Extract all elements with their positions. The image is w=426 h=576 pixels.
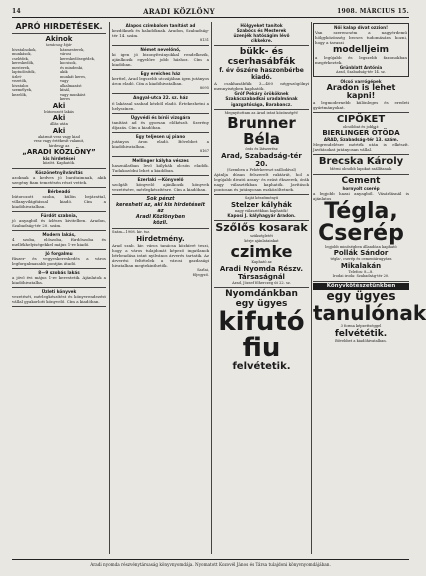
hat-name: Grünblatt Antónia [339, 65, 383, 71]
ad-text: azoknak a kedves jó barátaimnak, akik szegény fiam temetésén részt vettek. [12, 174, 106, 185]
ad-title: Alapos czimbalom tanítást ad [125, 23, 196, 28]
ad-text: tanítást ad és gyorsan előkészít. Szerény díjazás. Cím a kiadóban. [112, 119, 209, 130]
akinok-heading: Akinok [45, 35, 73, 43]
brick-place: Mikalakán [340, 261, 382, 270]
ad-title: 8—9 szobás lakás [38, 270, 80, 276]
ad-title: Mellinger kályha vészes [132, 157, 189, 163]
ad-text: jó anyagból és ízléses kivitelben. Aradon, Szabadság-tér 20. szám. [12, 217, 106, 228]
apprentice-line: egy ügyes [326, 289, 396, 304]
aki-sub-2: állás után [50, 122, 68, 126]
ad-title: Üzleti könyvek [41, 289, 77, 295]
aki-hirdesse: hirdesse az [48, 143, 70, 148]
shoe-title: CIPŐKET [336, 113, 386, 125]
page-header [12, 5, 409, 18]
ad-number: 8167 [199, 148, 209, 153]
page-footer: Aradi nyomda részvénytársaság könyvnyomdája. Nyomatott Kozovél János és Társa tulajdoni könyvnyomdájában. [12, 559, 409, 569]
brecska-name: Brecska Károly [318, 156, 404, 168]
notice-text: Arad szab. kir. város tanácsa közhírré teszi, hogy a város tulajdonát képező ingatlanok bérbeadása iránt nyilvános árverés tartatik. Az árverési feltételek a városi gazdasági hivatalban megtekinthetők. [112, 242, 209, 268]
errand-boy-ad [214, 288, 309, 374]
label-line: kérje ajánlatainkat [244, 238, 279, 243]
ad-text: ki igen jó bizonyítványokkal rendelkezik, ajánlkozik egyelőre jobb házhoz. Cím a kiadóban. [112, 52, 209, 68]
firewood-line-3: f. év őszére haszonbérbe kiadó. [219, 67, 304, 82]
ad-title: Német nevelőnő, [140, 47, 181, 53]
promo-block [112, 195, 209, 229]
ad-text: vezetését, mérlegkészítést és könyvrendezést vállal gyakorlott könyvelő. Cím a kiadóban. [12, 294, 106, 305]
watchmaker-name: Brunner Béla [227, 114, 296, 149]
firewood-ad [214, 46, 309, 109]
firewood-owner: Gróf Pekáry örököknek Szakácszabadkai uradalmának igazgatósága, Barabancz. [225, 91, 298, 107]
aki-line: vesz vagy értékesít valamit, [33, 139, 85, 143]
hat-models: modelljeim [333, 45, 389, 56]
errand-intro: Nyomdánkban [225, 289, 298, 300]
ad-title: Modern lakás, [42, 231, 76, 237]
label-ad [214, 221, 309, 288]
label-title: Szőlős kosarak [215, 221, 308, 235]
sewing-text: a legmodernebb különleges és eredeti gyártmányokat. [313, 99, 409, 110]
ad-block [12, 231, 106, 250]
aki-heading-1: Aki [52, 101, 66, 110]
column-2 [112, 22, 209, 554]
ad-block [112, 70, 209, 94]
brick-text: legjobb minőségben állandóan kapható [325, 244, 397, 249]
kis-hirdetesei: kis hirdetései [42, 156, 76, 161]
stove-intro: Saját készítményű [244, 196, 279, 201]
ad-block [214, 22, 309, 46]
ad-block [12, 188, 106, 212]
shoe-address: ARAD, Szabadság-tér 13. szám. [323, 137, 399, 143]
hat-ad [313, 23, 409, 77]
ad-line: Szabócs és Mesterek [236, 28, 287, 34]
brick-owner-sub: tégla-, cserép és cementárugyára [330, 257, 392, 262]
ad-text: jutányos áron eladó. Bővebbet a kiadóhivatalban. [112, 138, 209, 149]
newspaper-title: ARADI KÖZLÖNY [143, 6, 215, 16]
small-ads-title: APRÓ HIRDETÉSEK. [15, 22, 103, 31]
ad-line: cikkekre. [250, 38, 273, 44]
printer-address: Arad, József főherczeg út 22. sz. [232, 280, 291, 285]
firewood-text: A csakhasábfák 3—400 négyszögölnyi mennyiségben kaphatók. [214, 81, 309, 92]
akinok-list-left: hivatalnokok, munkások, cselédek, kereskedők, mesterek, laptudósítók, üzlet- vezetők, hivatalos személyek, kezelők, [12, 47, 37, 97]
errand-line: egy ügyes [235, 299, 288, 310]
stove-address: Kaposi J. kályhagyár Aradon. [227, 213, 296, 219]
sewing-title: Olcsó varrógépek [340, 78, 382, 84]
hat-text-2: a legújabb és legszebb fazonokban megérkeztek. [315, 55, 407, 66]
notice-number: Szám—1908. kir. tsz. [112, 230, 151, 235]
apprentice-ad [313, 282, 426, 345]
ad-text: a jövő évi május 1-re kerestetik. Ajánlatok a kiadóhivatalba. [12, 275, 106, 286]
brick-ad [313, 175, 409, 282]
label-word: czimke [230, 242, 293, 262]
ad-text: kezdőknek és haladóknak. Aradon, Szabadság-tér 14. szám. [112, 28, 209, 39]
ad-block [112, 46, 209, 70]
column-3 [214, 22, 309, 554]
watchmaker-intro: Megnyitottam az Arad iránt közönségét! [224, 110, 299, 115]
akinok-block [12, 34, 106, 169]
kozlony-name: „ARADI KÖZLÖNY” [22, 148, 96, 156]
printer-company: Társaságnál [238, 272, 285, 281]
watchmaker-sub: órás és látszerész [245, 147, 278, 152]
ad-text: bútorozott szoba, külön bejárattal, villanyvilágítással kiadó. Cím a kiadóhivatalban. [12, 193, 106, 209]
ad-title: Angyal-utca 22. sz. ház [133, 95, 188, 101]
notice-signature: Sarlai, [197, 267, 209, 272]
kis-sub: között. Kaphatók. [42, 161, 76, 166]
ad-number: 8095 [199, 86, 209, 91]
firewood-line-1: bükk- és [239, 47, 284, 58]
ad-number: 8131 [199, 38, 209, 43]
aki-sub-1: bútorozott lakás [44, 109, 74, 114]
cement-title: Cement [341, 175, 381, 186]
page-number: 14 [12, 7, 21, 15]
notice-title: Hirdetmény. [136, 234, 185, 243]
aki-heading-3: Aki [52, 126, 66, 135]
ad-block [12, 288, 106, 307]
brick-title: Tégla, [324, 198, 398, 224]
shoe-ad [313, 113, 409, 156]
apprentice-title: tanulónak [313, 301, 426, 326]
apprentice-info: Bővebbet a kiadóhivatalban. [335, 338, 387, 343]
shoe-shop: BIERLINGER ÖTÖDA [322, 129, 400, 138]
ad-text: 4 szoba, előszoba, fürdőszoba és mellékhelyiségekkel május 1-re kiadó. [12, 236, 106, 247]
ad-title: Bérbeadó [47, 188, 71, 194]
ad-title: Egy ereiches ház [140, 71, 181, 77]
brecska-ad [313, 155, 409, 175]
errand-title: kifutó fiu [218, 307, 305, 364]
stove-name: Stelzer kályhák [231, 200, 292, 209]
hat-title: Női kalap dívat ozzion! [333, 25, 388, 30]
shoe-text: Megrendelésre mérték után is elkészít. Javításokat jutányosan vállal. [313, 142, 409, 153]
small-ads-title-block [12, 22, 106, 34]
tile-title: Cserép [318, 220, 404, 246]
ad-block [12, 169, 106, 188]
ad-block [112, 176, 209, 195]
sewing-ad [313, 78, 409, 113]
watchmaker-text: Ajánlja dúsan felszerelt raktárát, hol a legújabb divatú arany- és ezüst ékszerek, órák nagy választékban kaphatók. Javítások pontosan és jutányosan eszközöltetnek. [214, 172, 309, 193]
apprentice-hired: felvététik. [334, 328, 388, 339]
aki-sub-3: akármit vesz vagy kiad [38, 134, 80, 139]
brecska-sub: Mérni olcsóbb lapokat szállítanak. [329, 167, 393, 172]
ad-title: Ügyvédi és bírói vizsgára [130, 114, 191, 120]
brick-phone: Telefon: 8—8. [348, 269, 374, 274]
brick-owner: Pollák Sándor [333, 249, 389, 258]
ad-block [112, 114, 209, 133]
ad-title: Ezerlaki —Könyvelő [137, 176, 184, 182]
ad-block [12, 250, 106, 269]
cement-line: a legjobb hazai anyagból. Vásárlásnál is ajánlatos [313, 190, 409, 201]
label-sub: szükségletét [250, 234, 273, 239]
ad-block [112, 22, 209, 46]
notice-block [112, 229, 209, 280]
ad-text: 6 lakással szabad kézből eladó. Értekezhetni a helyszínen. [112, 100, 209, 111]
ad-block [12, 212, 106, 231]
ad-text: fűszer- és vegyeskereskedés a város legforgalmasabb pontján átadó. [12, 256, 106, 267]
ad-block [12, 269, 106, 288]
column-rule [311, 22, 312, 554]
column-4 [313, 22, 426, 554]
brick-office: Irodai iroda: Szabadság-tér 20. [332, 274, 390, 279]
errand-hired: felvétetik. [232, 361, 291, 373]
ad-block [112, 157, 209, 176]
apprentice-sub: 3 forma képzettséggel [340, 324, 382, 329]
ad-text: használatban levő kályhák olcsón eladók. Tudakozódni lehet a kiadóban. [112, 162, 209, 173]
watchmaker-address: Arad, Szabadság-tér 20. [221, 151, 302, 168]
ad-text: kerttel, Arad legszebb utczájában igen jutányos áron eladó. Cím a kiadóhivatalban. [112, 76, 209, 87]
promo-text: Sok pénzt keresheti az, aki kis hirdetéseit az Aradi Közlönyben közli. [116, 196, 205, 227]
watchmaker-sub2: (Szemben a Fehérkereszt szállodával) [226, 167, 297, 172]
ad-block [112, 94, 209, 113]
shoe-sub: olcsóbbat és jobbat: [342, 124, 380, 129]
ad-line: üzenjék hatóságim lévő [233, 33, 290, 39]
notice-signature-role: főjegyző. [192, 272, 209, 277]
stove-line: nagy választékban kaphatók! [234, 208, 289, 213]
ad-title: Fürdőt szabnia, [40, 212, 78, 218]
label-available: Kapható az [251, 260, 272, 265]
ad-title: Hölgyeket tanítok [240, 23, 283, 28]
apprentice-header: Könyvkötészetünkben [313, 283, 409, 290]
aki-heading-2: Aki [52, 114, 66, 122]
hat-address: Arad, Szabadság-tér 14. sz. [336, 70, 386, 75]
cement-sub: hornyolt cserép [342, 185, 380, 191]
column-rule [109, 22, 110, 554]
hat-text: Van szerencsém a nagyérdemű hölgyközönség becses tudomására hozni, hogy a tavaszi [315, 30, 407, 46]
ad-title: Egy teljesen uj piano [135, 133, 186, 139]
issue-date: 1908. MÁRCIUS 15. [337, 7, 409, 15]
printer-name: Aradi Nyomda Részv. [219, 264, 304, 273]
ad-text: szolgált könyvelő ajánlkozik könyvek vezetésére, mérlegkészítésre. Cím a kiadóban. [112, 182, 209, 193]
stove-ad [214, 195, 309, 221]
ad-title: Köszönetnyilvánítás [35, 169, 83, 175]
column-1 [12, 22, 106, 554]
ad-block [112, 133, 209, 157]
akinok-list-right: házmesterek, városi kereskedősegédek, kocsisok, és mindenki, akik munkát keres, vagy alkalmazást kínál, vagy munkást keres [60, 47, 95, 101]
ad-title: Jó forgalmu [45, 250, 73, 256]
sewing-line: Aradon is lehet kapni! [326, 82, 396, 100]
column-rule [211, 22, 212, 554]
akinok-sub: tanácsog kijár [46, 43, 72, 47]
watchmaker-ad [214, 110, 309, 196]
firewood-line-2: cserhasábfák [227, 57, 296, 68]
